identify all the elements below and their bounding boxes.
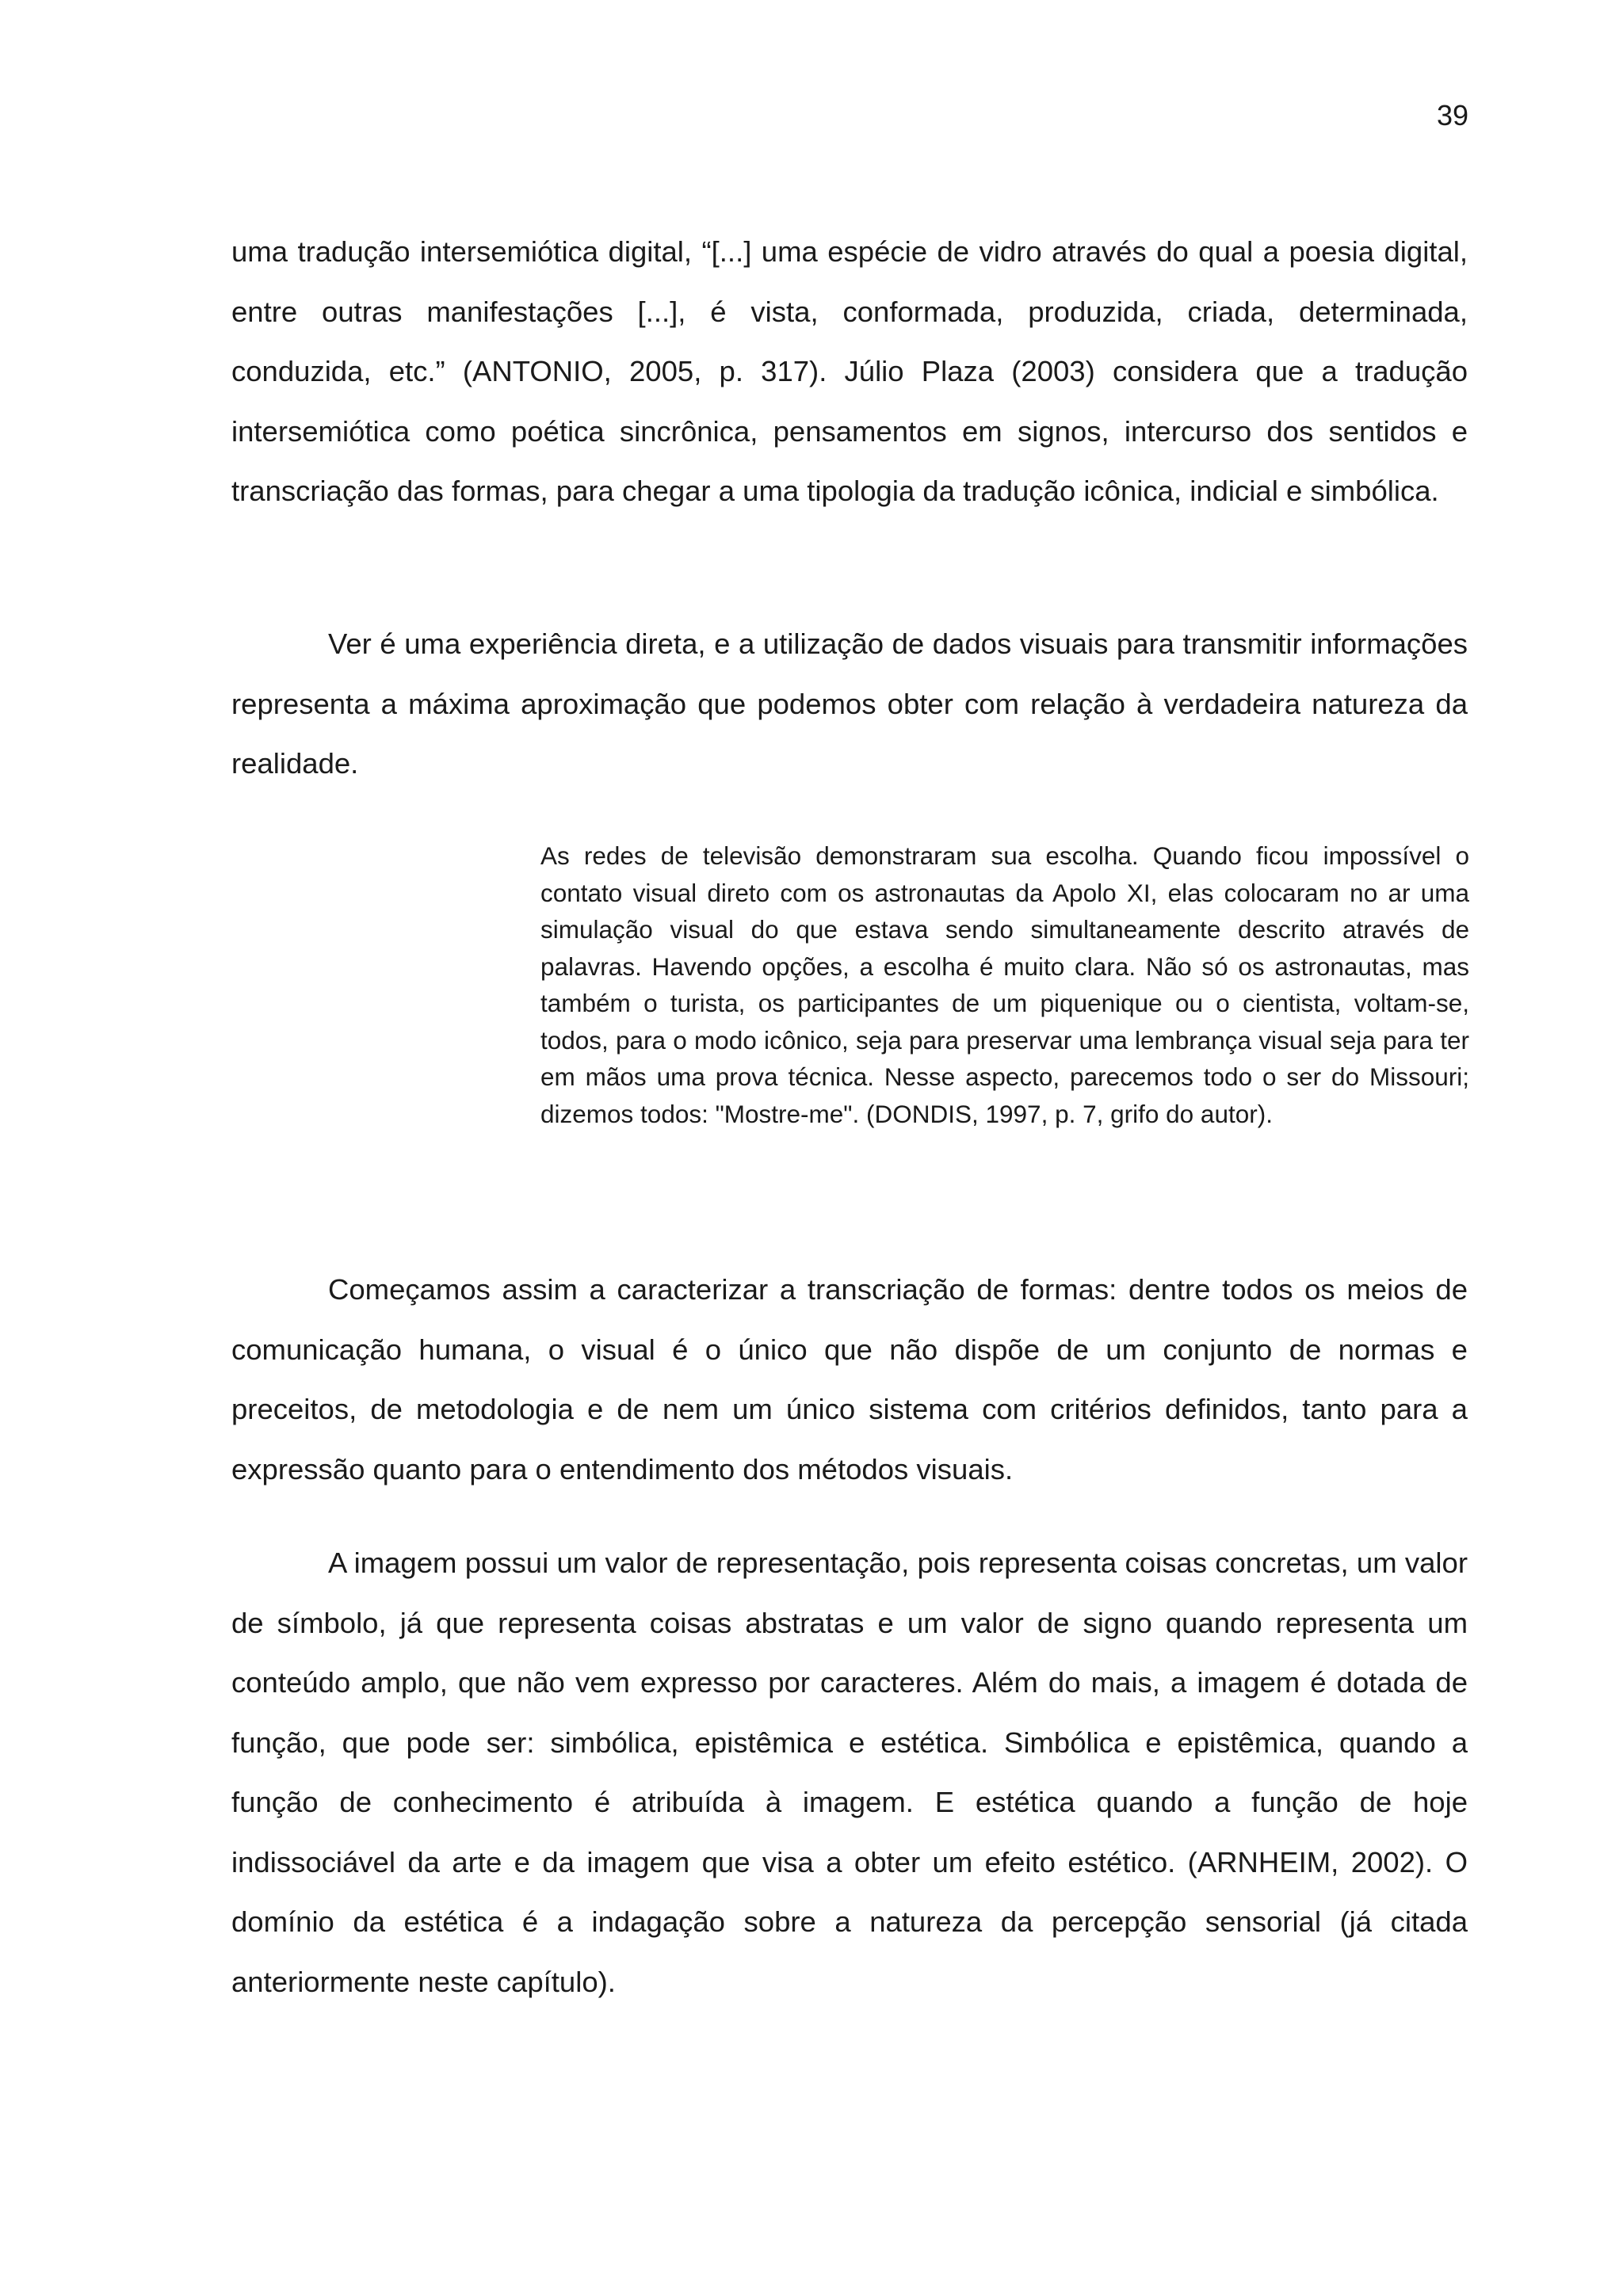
paragraph-intersemiotic-translation: uma tradução intersemiótica digital, “[...] uma espécie de vidro através do qual a poesia digital, entre outras manifestações [...], é vista, conformada, produzida, criada, determinada, conduzida, etc.” (ANTONIO, 2005, p. 317). Júlio Plaza (2003) considera que a tradução intersemiótica como poética sincrônica, pensamentos em signos, intercurso dos sentidos e transcriação das formas, para chegar a uma tipologia da tradução icônica, indicial e simbólica.: [231, 235, 1468, 507]
paragraph-image-value: A imagem possui um valor de representação, pois representa coisas concretas, um valor de símbolo, já que representa coisas abstratas e um valor de signo quando representa um conteúdo amplo, que não vem expresso por caracteres. Além do mais, a imagem é dotada de função, que pode ser: simbólica, epistêmica e estética. Simbólica e epistêmica, quando a função de conhecimento é atribuída à imagem. E estética quando a função de hoje indissociável da arte e da imagem que visa a obter um efeito estético. (ARNHEIM, 2002). O domínio da estética é a indagação sobre a natureza da percepção sensorial (já citada anteriormente neste capítulo).: [231, 1547, 1468, 1998]
block-quote-dondis: As redes de televisão demonstraram sua escolha. Quando ficou impossível o contato visual direto com os astronautas da Apolo XI, elas colocaram no ar uma simulação visual do que estava sendo simultaneamente descrito através de palavras. Havendo opções, a escolha é muito clara. Não só os astronautas, mas também o turista, os participantes de um piquenique ou o cientista, voltam-se, todos, para o modo icônico, seja para preservar uma lembrança visual seja para ter em mãos uma prova técnica. Nesse aspecto, parecemos todo o ser do Missouri; dizemos todos: "Mostre-me". (DONDIS, 1997, p. 7, grifo do autor).: [540, 841, 1469, 1128]
page-number: 39: [1436, 99, 1468, 132]
paragraph-visual-experience: Ver é uma experiência direta, e a utilização de dados visuais para transmitir informações representa a máxima aproximação que podemos obter com relação à verdadeira natureza da realidade.: [231, 627, 1468, 780]
paragraph-transcreation-of-forms: Começamos assim a caracterizar a transcriação de formas: dentre todos os meios de comunicação humana, o visual é o único que não dispõe de um conjunto de normas e preceitos, de metodologia e de nem um único sistema com critérios definidos, tanto para a expressão quanto para o entendimento dos métodos visuais.: [231, 1273, 1468, 1486]
